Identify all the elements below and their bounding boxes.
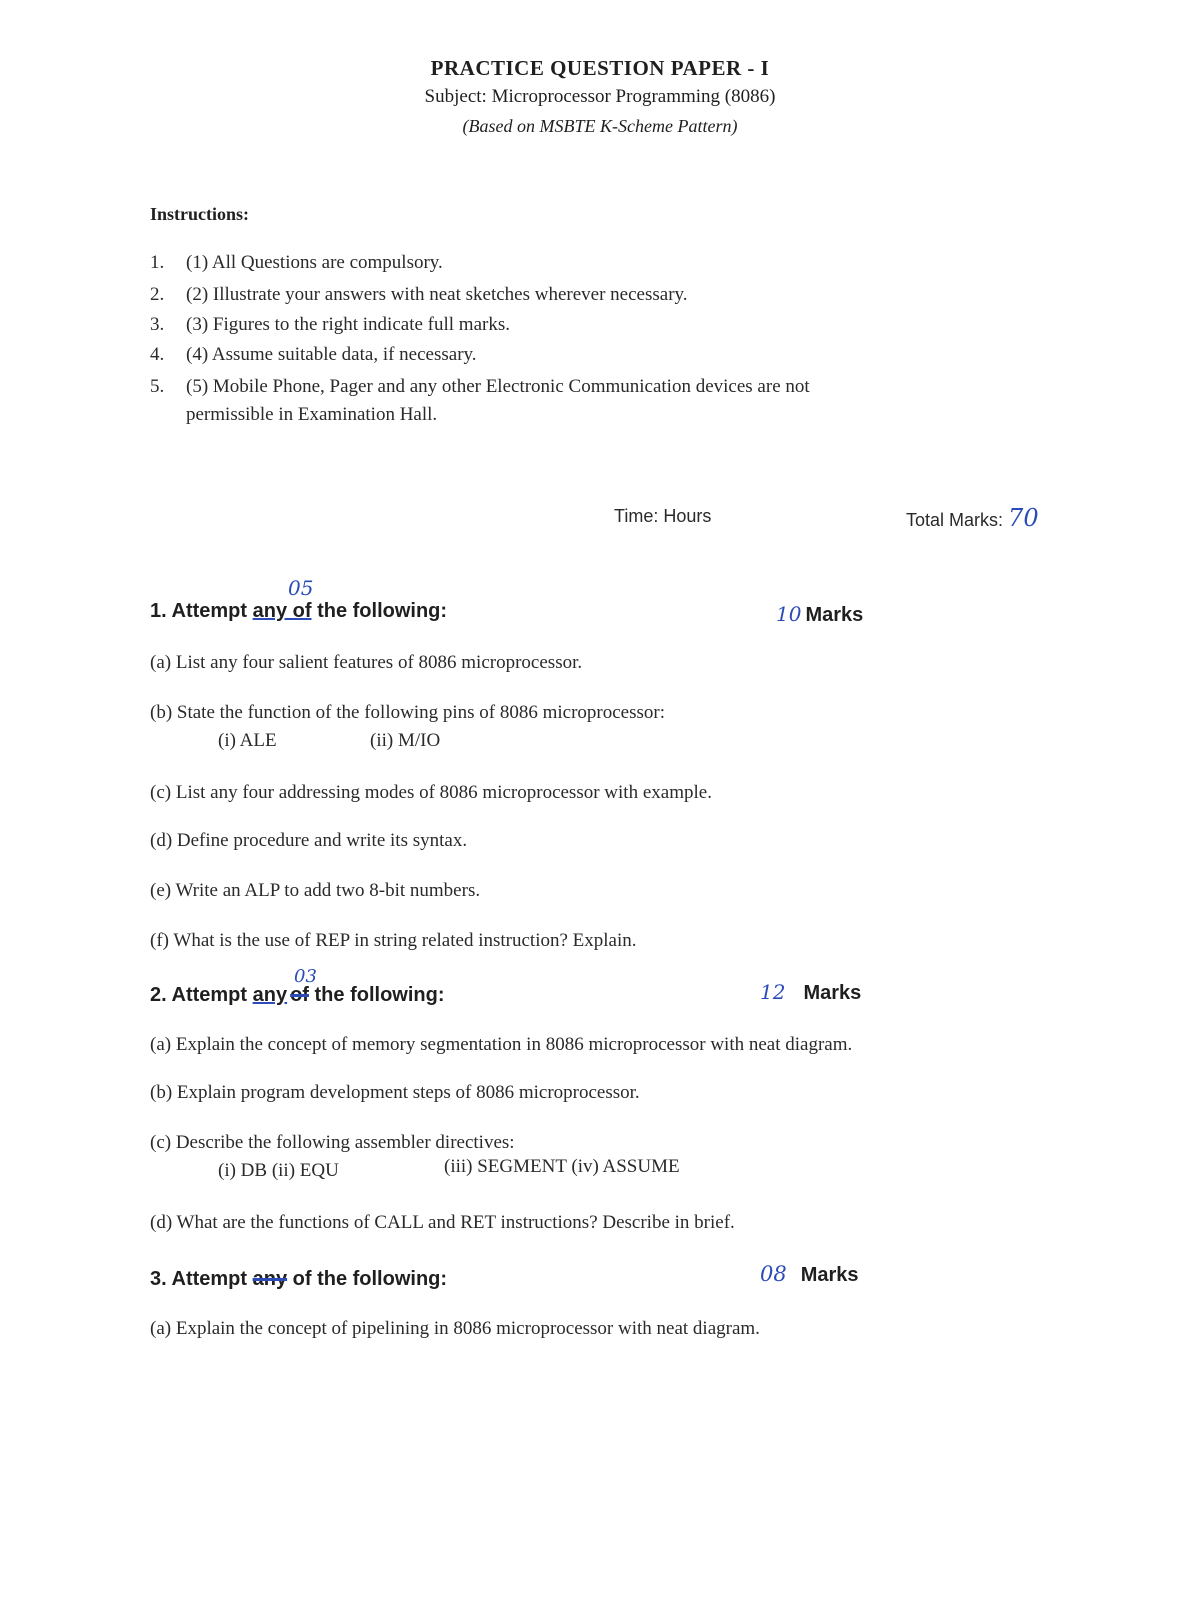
instruction-item [150,376,810,398]
q3-any-struck: any [252,1268,288,1290]
q1-marks [776,602,863,627]
q3-part-a: (a) Explain the concept of pipelining in 8086 microprocessor with neat diagram. [150,1318,760,1339]
q1-count-note: 05 [288,576,314,600]
instruction-text: (3) Figures to the right indicate full marks. [186,314,510,335]
q1-part-e: (e) Write an ALP to add two 8-bit numbers. [150,880,481,901]
q2-of-struck: of [290,984,309,1006]
q1-prefix: 1. Attempt [150,600,253,622]
q1-heading [150,600,447,623]
q2-part-d: (d) What are the functions of CALL and RET instructions? Describe in brief. [150,1212,735,1233]
q2-any: any [252,984,288,1006]
total-marks-handwritten: 70 [1008,504,1039,532]
q3-marks [760,1262,859,1287]
q1-marks-handwritten: 10 [776,602,802,626]
q1-part-b: (b) State the function of the following pins of 8086 microprocessor: [150,702,666,723]
instructions-heading: Instructions: [150,204,250,224]
instruction-number: 5. [150,376,165,397]
q1-any-of: any of [252,600,312,622]
instruction-continuation: permissible in Examination Hall. [186,404,438,425]
q1-part-f: (f) What is the use of REP in string related instruction? Explain. [150,930,637,951]
q2-part-b: (b) Explain program development steps of 8086 microprocessor. [150,1082,640,1103]
instruction-item [150,284,688,306]
q3-heading [150,1268,447,1291]
instruction-text: (4) Assume suitable data, if necessary. [186,344,477,365]
q3-prefix: 3. Attempt [150,1268,253,1290]
q3-marks-handwritten: 08 [760,1262,787,1286]
instruction-number: 1. [150,252,165,273]
q1-suffix: the following: [311,600,448,622]
q3-suffix: of the following: [287,1268,448,1290]
q2-heading [150,984,445,1007]
q2-marks-handwritten: 12 [760,980,786,1004]
instruction-item [150,252,443,274]
paper-subject: Subject: Microprocessor Programming (8086) [424,86,776,107]
q1-part-c: (c) List any four addressing modes of 8086 microprocessor with example. [150,782,712,803]
q1-part-b-i: (i) ALE [218,730,277,751]
instruction-text: (5) Mobile Phone, Pager and any other Electronic Communication devices are not [186,376,810,397]
q2-suffix: the following: [308,984,445,1006]
instruction-number: 3. [150,314,165,335]
q2-marks [760,980,861,1005]
instruction-item [150,344,477,366]
instruction-number: 4. [150,344,165,365]
q3-marks-label: Marks [800,1264,859,1286]
q1-marks-label: Marks [805,604,864,626]
q2-part-c-items-2: (iii) SEGMENT (iv) ASSUME [444,1156,680,1177]
q2-part-c: (c) Describe the following assembler directives: [150,1132,515,1153]
exam-time: Time: Hours [614,506,712,526]
instruction-item [150,314,510,336]
q1-part-d: (d) Define procedure and write its syntax. [150,830,468,851]
paper-title: PRACTICE QUESTION PAPER - I [430,56,770,80]
instruction-text: (1) All Questions are compulsory. [186,252,443,273]
instruction-text: (2) Illustrate your answers with neat sketches wherever necessary. [186,284,688,305]
q2-count-note: 03 [294,966,317,987]
total-marks [906,504,1039,532]
q2-prefix: 2. Attempt [150,984,253,1006]
q2-part-c-items-1: (i) DB (ii) EQU [218,1160,339,1181]
q1-part-a: (a) List any four salient features of 8086 microprocessor. [150,652,583,673]
total-marks-label: Total Marks: [906,510,1004,530]
paper-pattern: (Based on MSBTE K-Scheme Pattern) [462,116,738,136]
q1-part-b-ii: (ii) M/IO [370,730,441,751]
q2-marks-label: Marks [803,982,862,1004]
instruction-number: 2. [150,284,165,305]
q2-part-a: (a) Explain the concept of memory segmentation in 8086 microprocessor with neat diagram. [150,1034,853,1055]
